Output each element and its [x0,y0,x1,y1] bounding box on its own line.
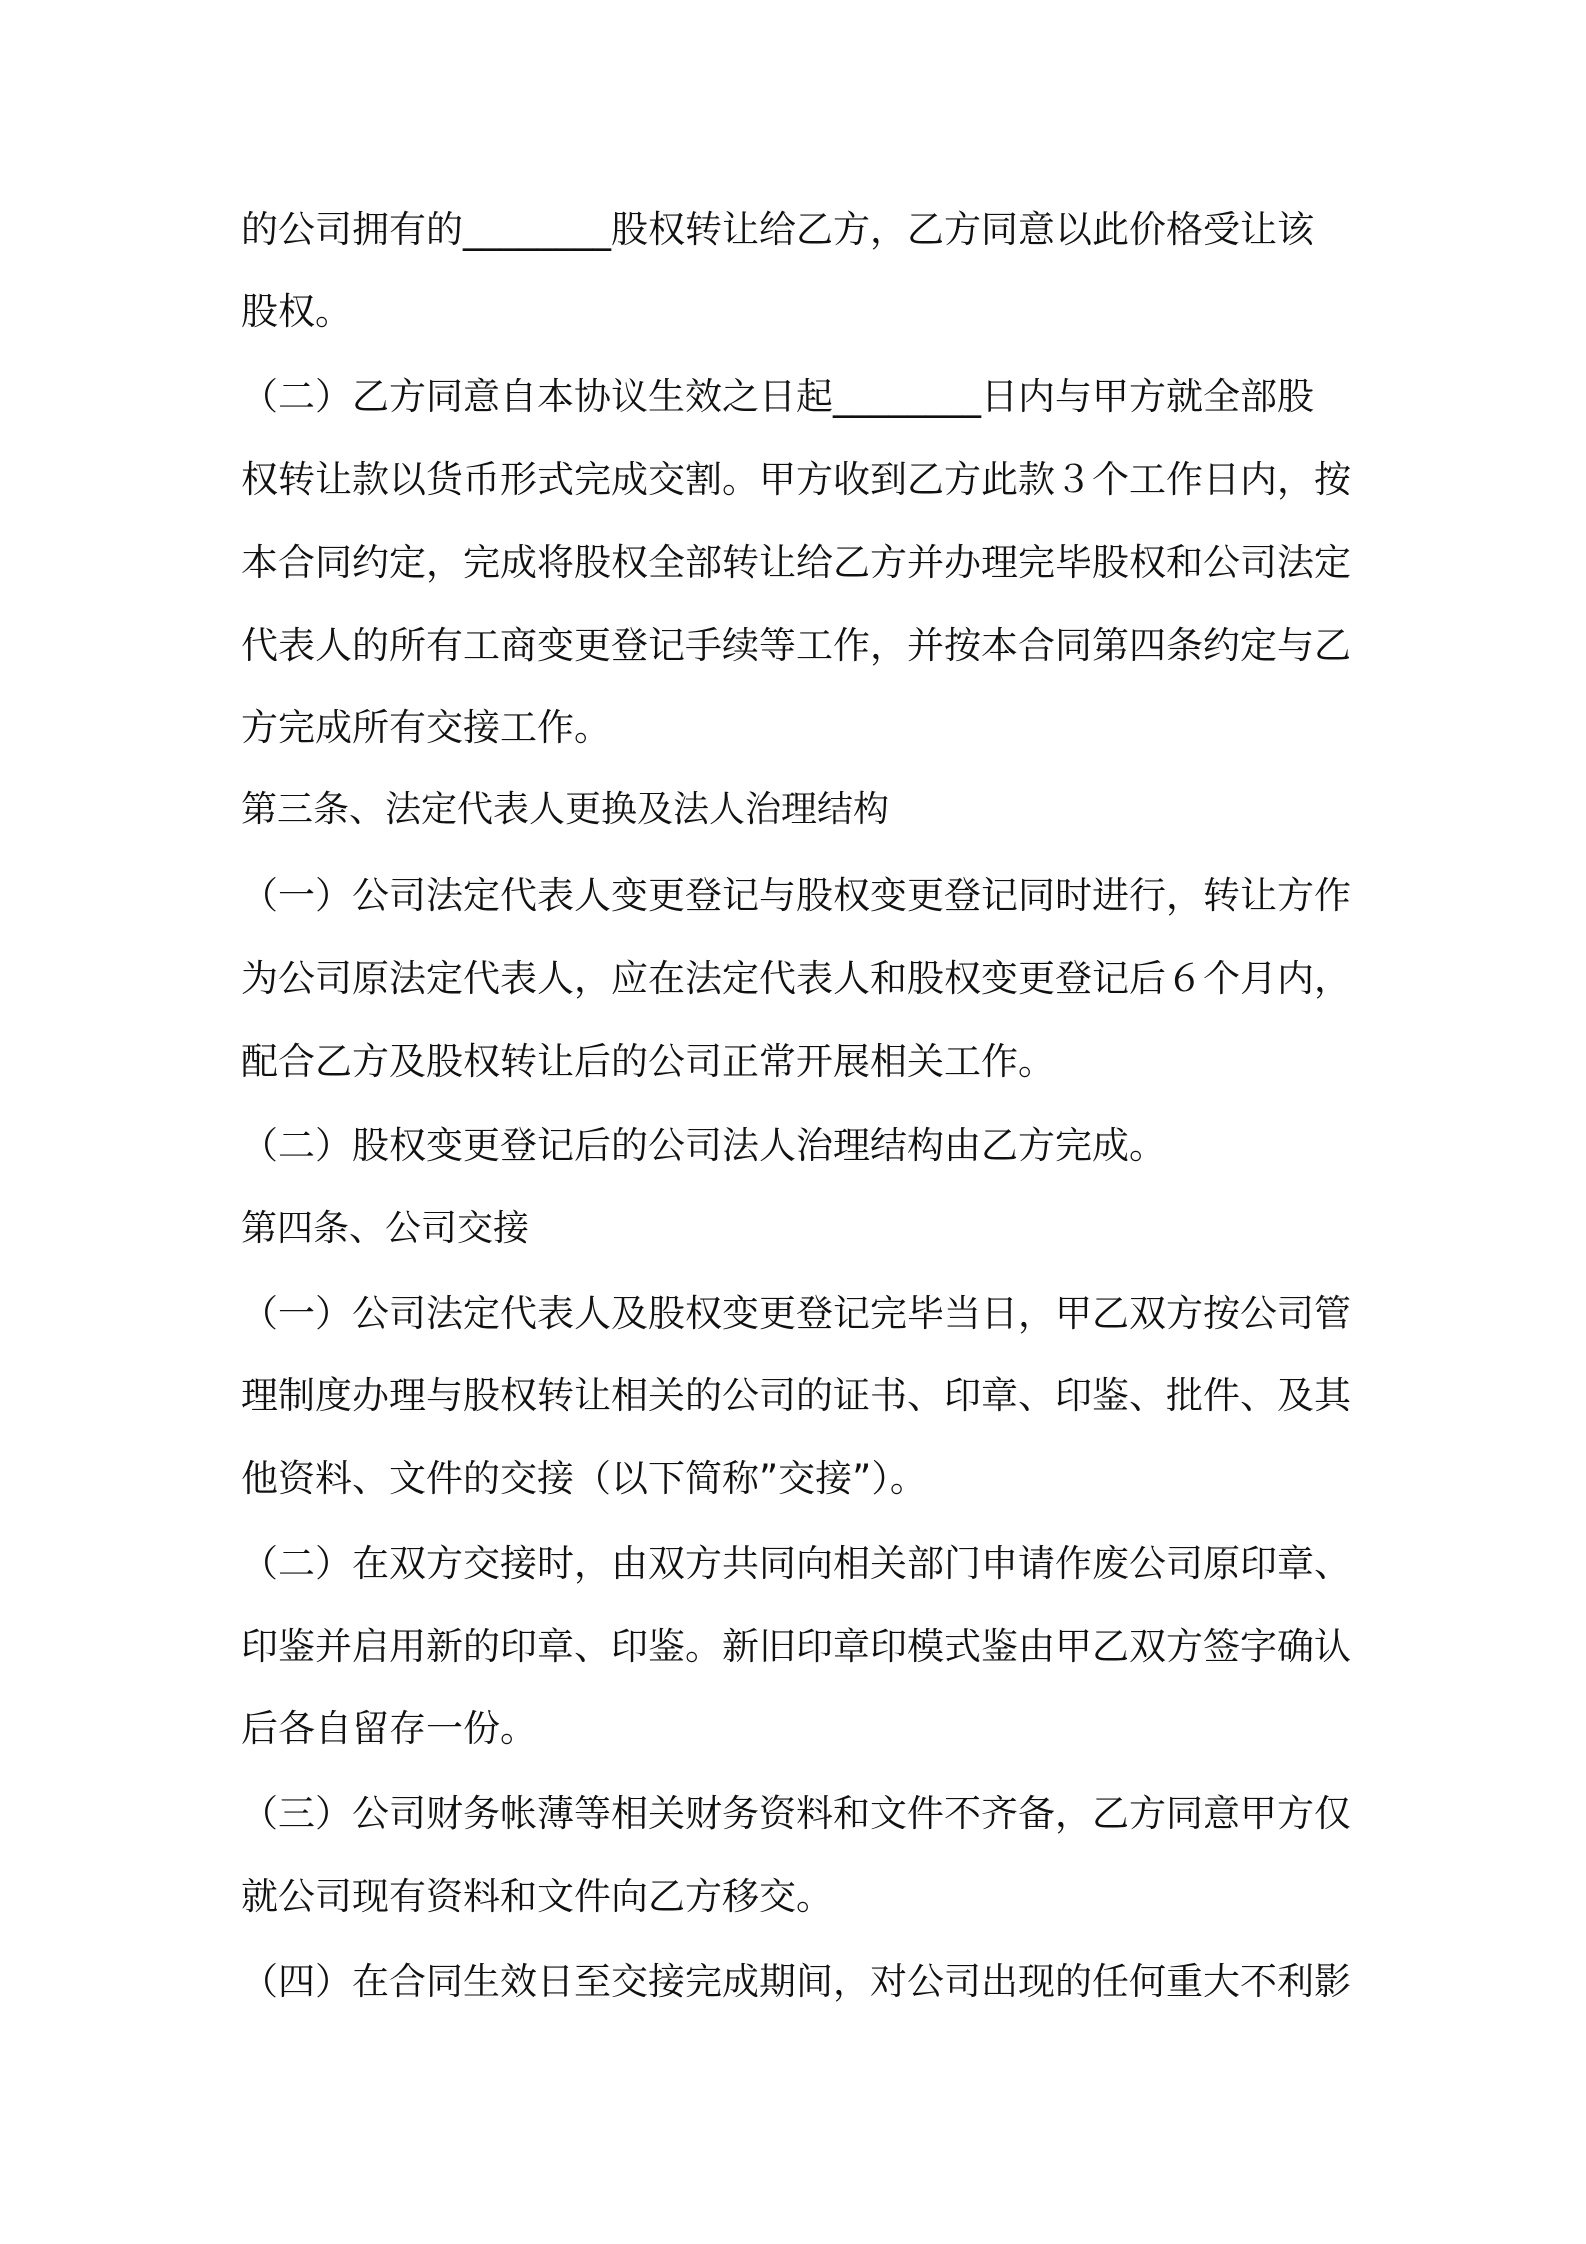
text-line: 理制度办理与股权转让相关的公司的证书、印章、印鉴、批件、及其 [241,1374,1351,1417]
text-line: （四）在合同生效日至交接完成期间，对公司出现的任何重大不利影 [241,1960,1351,2003]
text-line: 为公司原法定代表人，应在法定代表人和股权变更登记后６个月内， [241,957,1351,1000]
text-line: 代表人的所有工商变更登记手续等工作，并按本合同第四条约定与乙 [241,624,1351,667]
text-line: 权转让款以货币形式完成交割。甲方收到乙方此款３个工作日内，按 [241,458,1351,501]
text-line: 就公司现有资料和文件向乙方移交。 [241,1875,833,1918]
section-heading: 第四条、公司交接 [241,1208,530,1249]
text-line: 的公司拥有的________股权转让给乙方，乙方同意以此价格受让该 [241,208,1314,251]
text-line: 股权。 [241,290,352,333]
text-line: （三）公司财务帐薄等相关财务资料和文件不齐备，乙方同意甲方仅 [241,1792,1351,1835]
section-heading: 第三条、法定代表人更换及法人治理结构 [241,789,890,830]
text-line: 印鉴并启用新的印章、印鉴。新旧印章印模式鉴由甲乙双方签字确认 [241,1625,1351,1668]
text-line: （二）在双方交接时，由双方共同向相关部门申请作废公司原印章、 [241,1542,1351,1585]
text-line: （二）股权变更登记后的公司法人治理结构由乙方完成。 [241,1124,1166,1167]
text-line: 方完成所有交接工作。 [241,706,611,749]
text-line: 后各自留存一份。 [241,1707,537,1750]
text-line: 他资料、文件的交接（以下简称”交接”）。 [241,1457,927,1500]
text-line: 本合同约定，完成将股权全部转让给乙方并办理完毕股权和公司法定 [241,541,1351,584]
text-line: 配合乙方及股权转让后的公司正常开展相关工作。 [241,1040,1055,1083]
text-line: （一）公司法定代表人变更登记与股权变更登记同时进行，转让方作 [241,874,1351,917]
text-line: （二）乙方同意自本协议生效之日起________日内与甲方就全部股 [241,375,1314,418]
text-line: （一）公司法定代表人及股权变更登记完毕当日，甲乙双方按公司管 [241,1292,1351,1335]
